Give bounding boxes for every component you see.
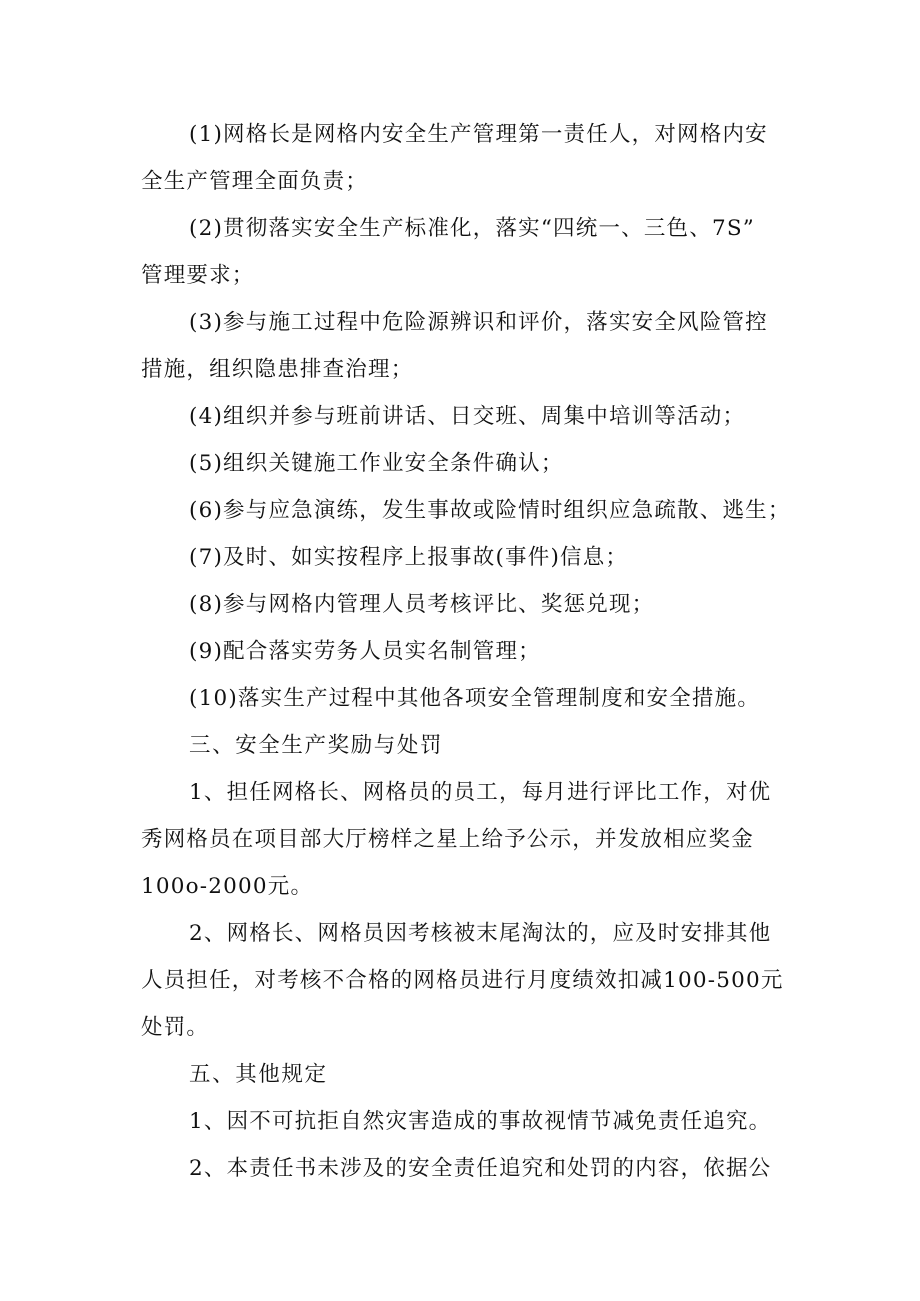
section-heading-other-rules: 五、其他规定 [189, 1062, 328, 1087]
other-rule-2: 2、本责任书未涉及的安全责任追究和处罚的内容，依据公 [189, 1156, 772, 1181]
item-9: (9)配合落实劳务人员实名制管理； [189, 639, 541, 664]
item-3-line-2: 措施，组织隐患排查治理； [141, 357, 414, 382]
penalty-paragraph-line-3: 处罚。 [141, 1015, 210, 1040]
item-3-line-1: (3)参与施工过程中危险源辨识和评价，落实安全风险管控 [189, 310, 768, 335]
other-rule-1: 1、因不可抗拒自然灾害造成的事故视情节减免责任追究。 [189, 1109, 772, 1134]
section-heading-rewards: 三、安全生产奖励与处罚 [189, 733, 444, 758]
item-10: (10)落实生产过程中其他各项安全管理制度和安全措施。 [189, 686, 761, 711]
item-5: (5)组织关键施工作业安全条件确认； [189, 451, 564, 476]
penalty-paragraph-line-1: 2、网格长、网格员因考核被末尾淘汰的，应及时安排其他 [189, 921, 772, 946]
item-2-line-1: (2)贯彻落实安全生产标准化，落实“四统一、三色、7S” [189, 216, 755, 241]
reward-paragraph-line-3: 100o-2000元。 [141, 874, 314, 899]
item-1-line-1: (1)网格长是网格内安全生产管理第一责任人，对网格内安 [189, 122, 768, 147]
item-7: (7)及时、如实按程序上报事故(事件)信息； [189, 545, 629, 570]
item-8: (8)参与网格内管理人员考核评比、奖惩兑现； [189, 592, 655, 617]
item-2-line-2: 管理要求； [141, 263, 255, 288]
item-4: (4)组织并参与班前讲话、日交班、周集中培训等活动； [189, 404, 746, 429]
penalty-paragraph-line-2: 人员担任，对考核不合格的网格员进行月度绩效扣减100-500元 [141, 968, 784, 993]
item-6: (6)参与应急演练，发生事故或险情时组织应急疏散、逃生； [189, 498, 791, 523]
reward-paragraph-line-2: 秀网格员在项目部大厅榜样之星上给予公示，并发放相应奖金 [141, 827, 754, 852]
reward-paragraph-line-1: 1、担任网格长、网格员的员工，每月进行评比工作，对优 [189, 780, 772, 805]
item-1-line-2: 全生产管理全面负责； [141, 169, 369, 194]
